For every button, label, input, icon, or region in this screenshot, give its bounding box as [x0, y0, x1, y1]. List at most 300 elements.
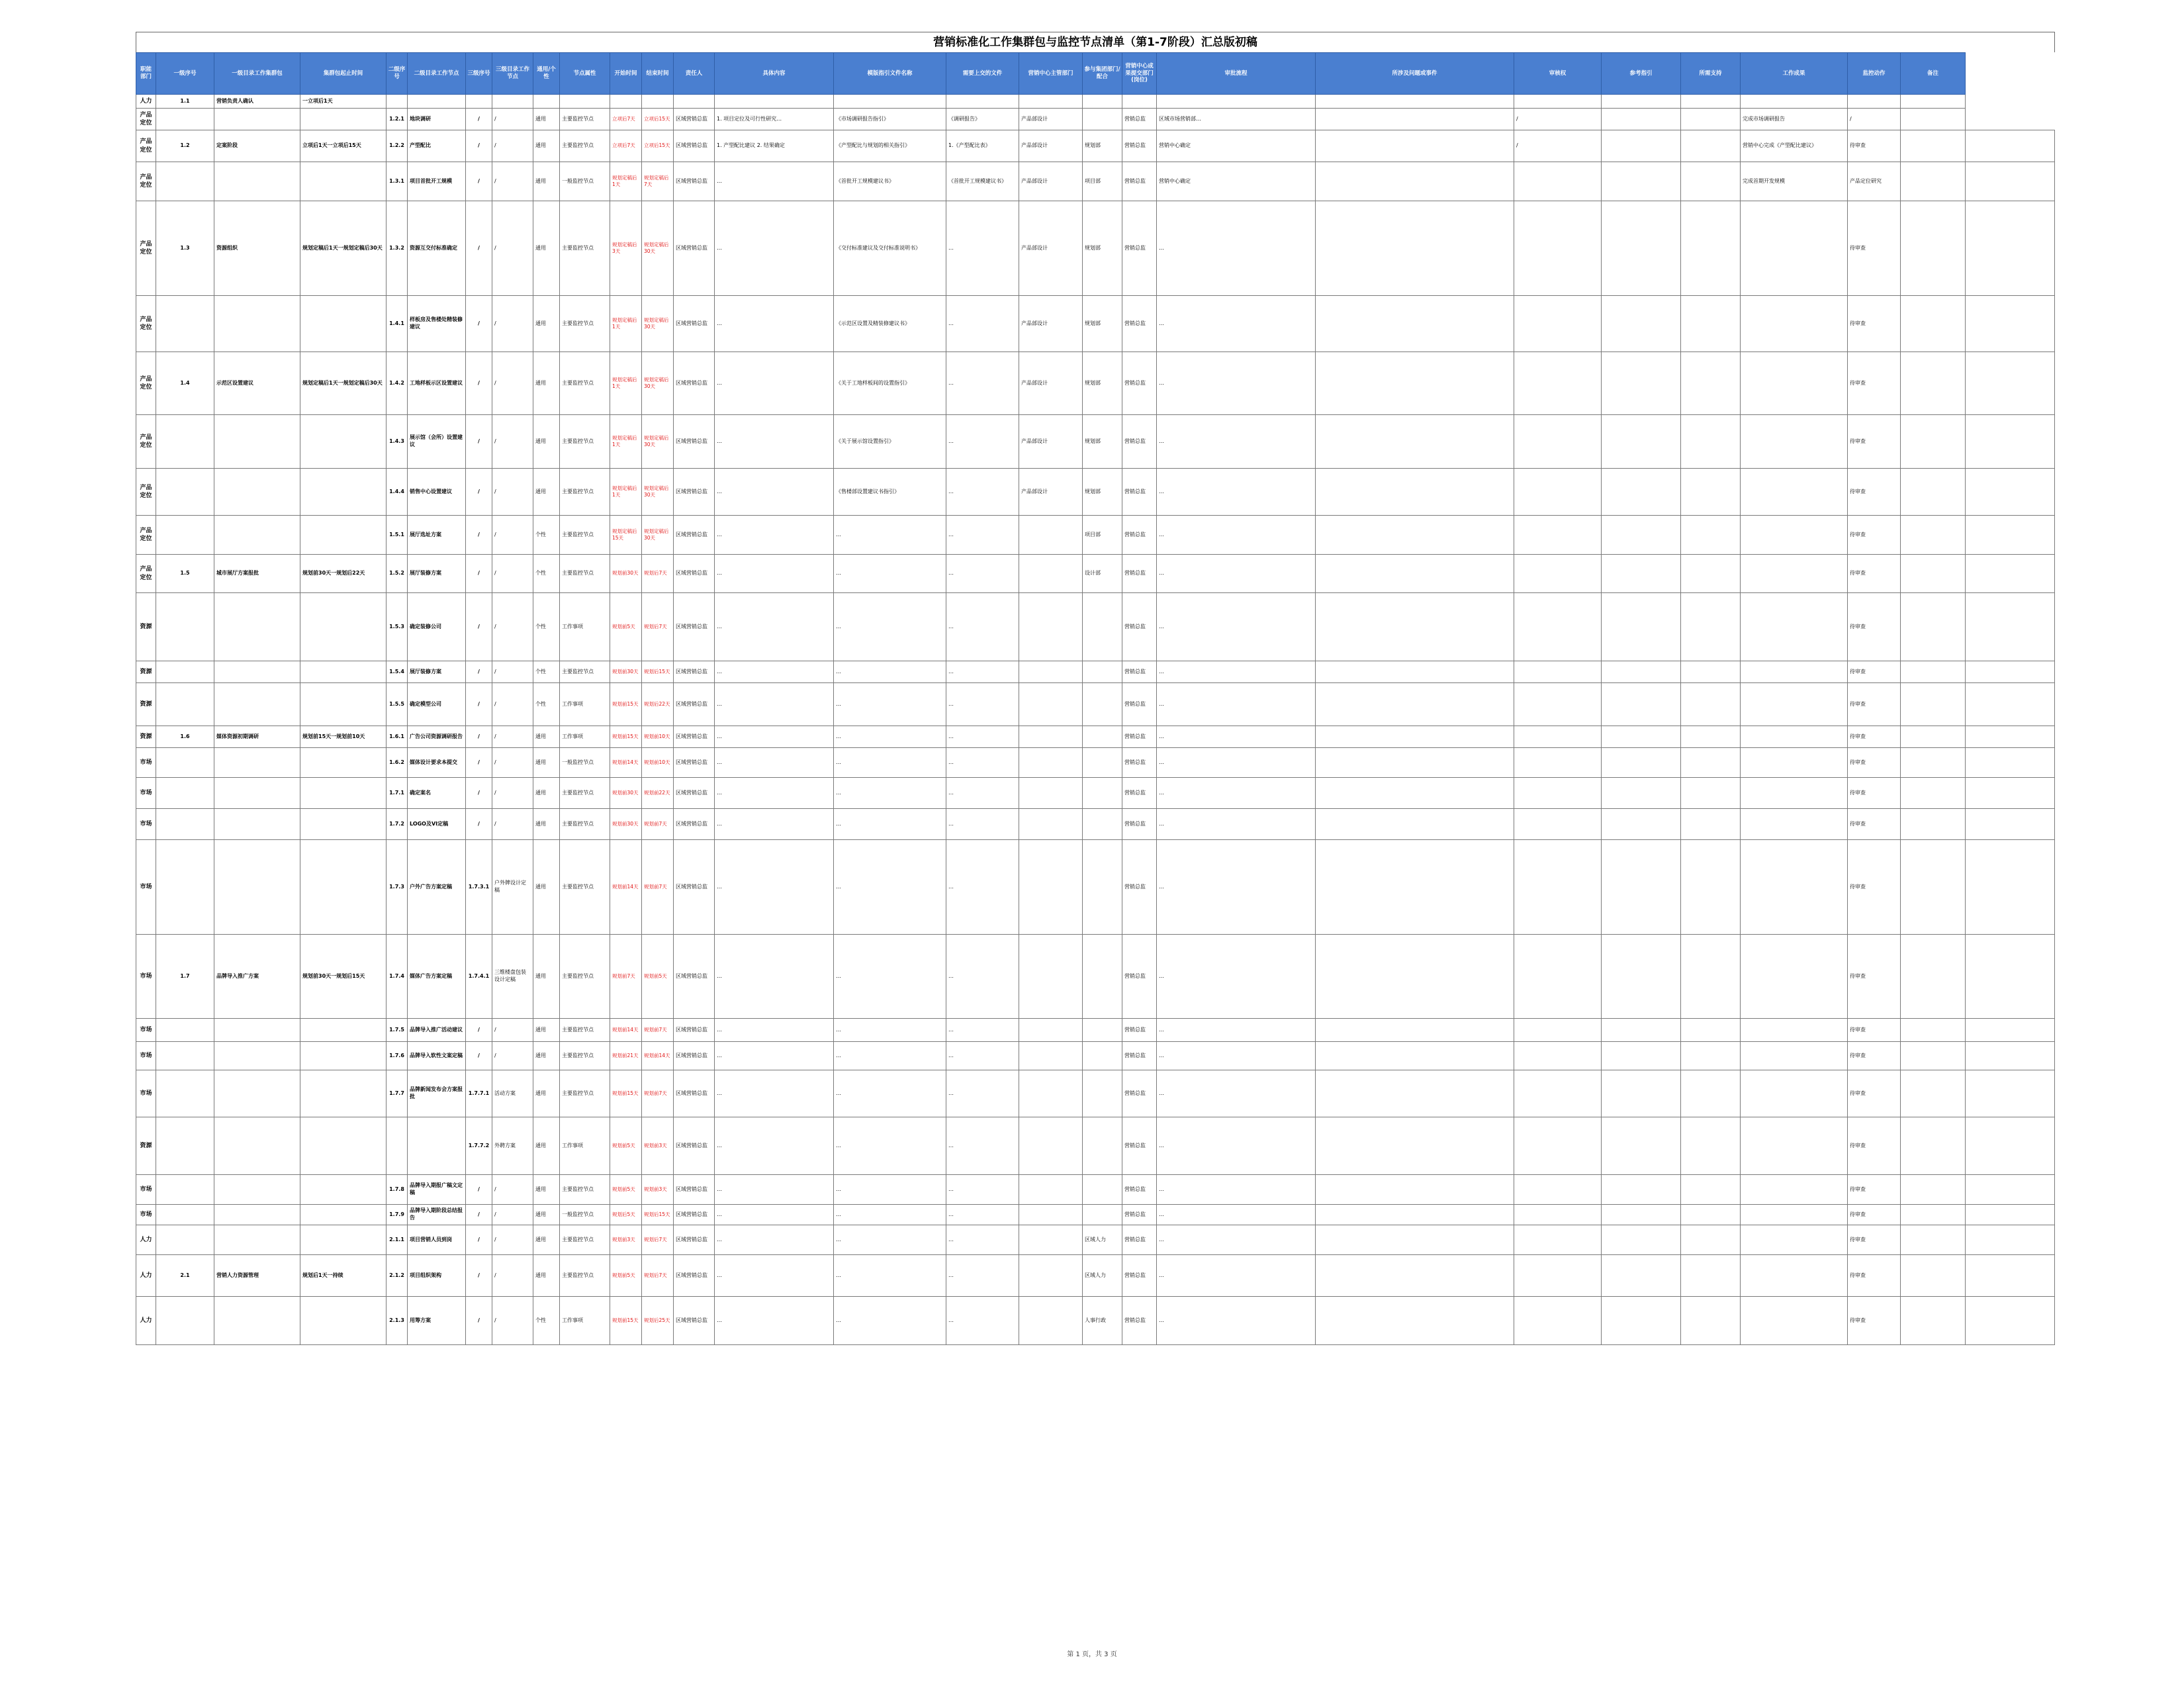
table-cell[interactable]: 待审查: [1848, 469, 1901, 516]
table-cell[interactable]: /: [466, 415, 492, 469]
table-cell[interactable]: [1741, 1205, 1848, 1225]
table-cell[interactable]: [1966, 1255, 2055, 1297]
table-cell[interactable]: /: [492, 1225, 533, 1255]
table-cell[interactable]: [1681, 1070, 1741, 1117]
table-cell[interactable]: 主要监控节点: [560, 809, 610, 840]
table-cell[interactable]: [1741, 1297, 1848, 1345]
table-cell[interactable]: [1083, 809, 1122, 840]
table-cell[interactable]: [1316, 593, 1514, 661]
table-cell[interactable]: /: [492, 1297, 533, 1345]
table-cell[interactable]: …: [715, 935, 834, 1019]
table-cell[interactable]: 户外牌设计定稿: [492, 840, 533, 935]
table-cell[interactable]: 1. 项目定位及可行性研究…: [715, 109, 834, 130]
table-cell[interactable]: 规划部: [1083, 469, 1122, 516]
table-cell[interactable]: 营销总监: [1122, 809, 1157, 840]
table-cell[interactable]: [1019, 1255, 1083, 1297]
table-cell[interactable]: [1741, 296, 1848, 352]
table-cell[interactable]: 产品定位: [136, 415, 156, 469]
table-cell[interactable]: 待审查: [1848, 1117, 1901, 1175]
table-cell[interactable]: 营销总监: [1122, 683, 1157, 726]
table-cell[interactable]: [1019, 1042, 1083, 1070]
table-cell[interactable]: 立项后7天: [610, 109, 642, 130]
table-cell[interactable]: 区域营销总监: [674, 296, 715, 352]
table-cell[interactable]: 通用: [533, 840, 560, 935]
table-cell[interactable]: [1848, 95, 1901, 109]
table-cell[interactable]: 营销总监: [1122, 1019, 1157, 1042]
table-cell[interactable]: 通用: [533, 201, 560, 296]
table-cell[interactable]: 1.7.1: [387, 778, 408, 809]
table-cell[interactable]: [1083, 726, 1122, 748]
table-cell[interactable]: [1316, 1117, 1514, 1175]
table-cell[interactable]: 2.1.1: [387, 1225, 408, 1255]
table-cell[interactable]: [1514, 516, 1602, 555]
table-cell[interactable]: …: [715, 162, 834, 201]
table-cell[interactable]: 待审查: [1848, 661, 1901, 683]
table-cell[interactable]: [1514, 1255, 1602, 1297]
table-cell[interactable]: 营销总监: [1122, 130, 1157, 162]
table-cell[interactable]: …: [1157, 415, 1316, 469]
table-cell[interactable]: 规划定稿后30天: [642, 296, 674, 352]
table-cell[interactable]: 区域营销总监: [674, 1175, 715, 1205]
table-cell[interactable]: [214, 415, 300, 469]
table-cell[interactable]: …: [715, 778, 834, 809]
table-cell[interactable]: [214, 661, 300, 683]
table-cell[interactable]: [214, 593, 300, 661]
table-cell[interactable]: 1.4.1: [387, 296, 408, 352]
table-cell[interactable]: 待审查: [1848, 809, 1901, 840]
table-cell[interactable]: 产品部设计: [1019, 162, 1083, 201]
table-cell[interactable]: [1681, 748, 1741, 778]
table-cell[interactable]: 品牌导入期阶段总结报告: [408, 1205, 466, 1225]
table-cell[interactable]: 营销总监: [1122, 555, 1157, 593]
table-cell[interactable]: 营销总监: [1122, 201, 1157, 296]
table-cell[interactable]: 《首批开工规模建议书》: [946, 162, 1019, 201]
table-cell[interactable]: [1083, 1205, 1122, 1225]
table-cell[interactable]: 1.7.9: [387, 1205, 408, 1225]
table-cell[interactable]: [1514, 809, 1602, 840]
table-cell[interactable]: …: [834, 1175, 946, 1205]
table-cell[interactable]: 产型配比: [408, 130, 466, 162]
table-cell[interactable]: 《市场调研报告指引》: [834, 109, 946, 130]
table-cell[interactable]: 1.4.3: [387, 415, 408, 469]
table-cell[interactable]: 规划定稿后30天: [642, 415, 674, 469]
table-cell[interactable]: 市场: [136, 1205, 156, 1225]
table-cell[interactable]: 待审查: [1848, 415, 1901, 469]
table-cell[interactable]: [1514, 840, 1602, 935]
table-cell[interactable]: 待审查: [1848, 1042, 1901, 1070]
table-cell[interactable]: [1741, 778, 1848, 809]
table-cell[interactable]: 1.7.4.1: [466, 935, 492, 1019]
table-cell[interactable]: [1514, 1297, 1602, 1345]
table-cell[interactable]: [1316, 1255, 1514, 1297]
table-cell[interactable]: 资源: [136, 683, 156, 726]
table-cell[interactable]: 区域营销总监: [674, 1225, 715, 1255]
table-cell[interactable]: 区域营销总监: [674, 555, 715, 593]
table-cell[interactable]: 营销总监: [1122, 661, 1157, 683]
table-cell[interactable]: [300, 748, 387, 778]
table-cell[interactable]: [1681, 1175, 1741, 1205]
table-cell[interactable]: [1966, 1297, 2055, 1345]
table-cell[interactable]: [1602, 1042, 1681, 1070]
table-cell[interactable]: /: [466, 1255, 492, 1297]
table-cell[interactable]: /: [466, 1297, 492, 1345]
table-cell[interactable]: 待审查: [1848, 1019, 1901, 1042]
table-cell[interactable]: [214, 1117, 300, 1175]
table-cell[interactable]: [300, 109, 387, 130]
table-cell[interactable]: 营销总监: [1122, 162, 1157, 201]
table-cell[interactable]: [300, 1117, 387, 1175]
table-cell[interactable]: 规划前22天: [642, 778, 674, 809]
table-cell[interactable]: [1741, 555, 1848, 593]
table-cell[interactable]: 待审查: [1848, 683, 1901, 726]
table-cell[interactable]: [1514, 555, 1602, 593]
table-cell[interactable]: 待审查: [1848, 1255, 1901, 1297]
table-cell[interactable]: [715, 95, 834, 109]
table-cell[interactable]: /: [466, 130, 492, 162]
table-cell[interactable]: [214, 1175, 300, 1205]
table-cell[interactable]: 营销总监: [1122, 1070, 1157, 1117]
table-cell[interactable]: 通用: [533, 1205, 560, 1225]
table-cell[interactable]: [1083, 778, 1122, 809]
table-cell[interactable]: 营销总监: [1122, 1297, 1157, 1345]
table-cell[interactable]: 产品定位: [136, 201, 156, 296]
table-cell[interactable]: …: [715, 593, 834, 661]
table-cell[interactable]: /: [466, 1019, 492, 1042]
table-cell[interactable]: [1681, 130, 1741, 162]
table-cell[interactable]: 立项后15天: [642, 109, 674, 130]
table-cell[interactable]: 个性: [533, 683, 560, 726]
table-cell[interactable]: [1966, 516, 2055, 555]
table-cell[interactable]: [1316, 935, 1514, 1019]
table-cell[interactable]: 营销总监: [1122, 1117, 1157, 1175]
table-cell[interactable]: [1966, 809, 2055, 840]
table-cell[interactable]: [1602, 840, 1681, 935]
table-cell[interactable]: 规划前7天: [642, 1070, 674, 1117]
table-cell[interactable]: [1741, 593, 1848, 661]
table-cell[interactable]: 待审查: [1848, 726, 1901, 748]
table-cell[interactable]: [1966, 469, 2055, 516]
table-cell[interactable]: …: [715, 1255, 834, 1297]
table-cell[interactable]: [1602, 809, 1681, 840]
table-cell[interactable]: 项目部: [1083, 516, 1122, 555]
table-cell[interactable]: …: [946, 748, 1019, 778]
table-cell[interactable]: 区域营销总监: [674, 661, 715, 683]
table-cell[interactable]: 待审查: [1848, 516, 1901, 555]
table-cell[interactable]: [408, 95, 466, 109]
table-cell[interactable]: /: [466, 1205, 492, 1225]
table-cell[interactable]: [1681, 95, 1741, 109]
table-cell[interactable]: …: [834, 840, 946, 935]
table-cell[interactable]: 市场: [136, 1070, 156, 1117]
table-cell[interactable]: 待审查: [1848, 935, 1901, 1019]
table-cell[interactable]: 区域营销总监: [674, 778, 715, 809]
table-cell[interactable]: [1602, 1070, 1681, 1117]
table-cell[interactable]: [1901, 1070, 1966, 1117]
table-cell[interactable]: /: [492, 683, 533, 726]
table-cell[interactable]: 《调研报告》: [946, 109, 1019, 130]
table-cell[interactable]: 2.1.2: [387, 1255, 408, 1297]
table-cell[interactable]: …: [834, 809, 946, 840]
table-cell[interactable]: 规划前5天: [610, 1117, 642, 1175]
table-cell[interactable]: [1901, 555, 1966, 593]
table-cell[interactable]: 1.《产型配比表》: [946, 130, 1019, 162]
table-cell[interactable]: 工地样板示区设置建议: [408, 352, 466, 415]
table-cell[interactable]: /: [466, 593, 492, 661]
table-cell[interactable]: [1741, 840, 1848, 935]
table-cell[interactable]: [156, 1019, 214, 1042]
table-cell[interactable]: 区域营销总监: [674, 593, 715, 661]
table-cell[interactable]: [1966, 1070, 2055, 1117]
table-cell[interactable]: …: [946, 778, 1019, 809]
table-cell[interactable]: [1514, 661, 1602, 683]
table-cell[interactable]: [1602, 778, 1681, 809]
table-cell[interactable]: [1681, 1297, 1741, 1345]
table-cell[interactable]: …: [715, 1070, 834, 1117]
table-cell[interactable]: 规划前30天: [610, 555, 642, 593]
table-cell[interactable]: 主要监控节点: [560, 415, 610, 469]
table-cell[interactable]: [1316, 809, 1514, 840]
table-cell[interactable]: [1019, 1297, 1083, 1345]
table-cell[interactable]: [1602, 748, 1681, 778]
table-cell[interactable]: …: [946, 935, 1019, 1019]
table-cell[interactable]: 品牌导入推广活动建议: [408, 1019, 466, 1042]
table-cell[interactable]: /: [492, 1255, 533, 1297]
table-cell[interactable]: 品牌新闻发布会方案报批: [408, 1070, 466, 1117]
table-cell[interactable]: [1966, 661, 2055, 683]
table-cell[interactable]: …: [834, 726, 946, 748]
table-cell[interactable]: [1602, 1225, 1681, 1255]
table-cell[interactable]: [1901, 1255, 1966, 1297]
table-cell[interactable]: [1901, 109, 1966, 130]
table-cell[interactable]: [214, 809, 300, 840]
table-cell[interactable]: 规划部: [1083, 296, 1122, 352]
table-cell[interactable]: 规划后7天: [642, 1255, 674, 1297]
table-cell[interactable]: 规划前5天: [610, 1175, 642, 1205]
table-cell[interactable]: 规划定稿后30天: [642, 516, 674, 555]
table-cell[interactable]: 产品定位: [136, 352, 156, 415]
table-cell[interactable]: 规划定稿后1天一规划定稿后30天: [300, 201, 387, 296]
table-cell[interactable]: [156, 109, 214, 130]
table-cell[interactable]: …: [946, 555, 1019, 593]
table-cell[interactable]: 区域营销总监: [674, 1297, 715, 1345]
table-cell[interactable]: 规划定稿后30天: [642, 352, 674, 415]
table-cell[interactable]: [492, 95, 533, 109]
table-cell[interactable]: [1316, 109, 1514, 130]
table-cell[interactable]: [1901, 778, 1966, 809]
table-cell[interactable]: …: [1157, 1019, 1316, 1042]
table-cell[interactable]: …: [1157, 935, 1316, 1019]
table-cell[interactable]: 《首批开工规模建议书》: [834, 162, 946, 201]
table-cell[interactable]: [1019, 1205, 1083, 1225]
table-cell[interactable]: [1901, 1297, 1966, 1345]
table-cell[interactable]: [1514, 415, 1602, 469]
table-cell[interactable]: [1901, 1175, 1966, 1205]
table-cell[interactable]: 工作事项: [560, 1117, 610, 1175]
table-cell[interactable]: 通用: [533, 1175, 560, 1205]
table-cell[interactable]: [214, 516, 300, 555]
table-cell[interactable]: 样板房及售楼处精装修建议: [408, 296, 466, 352]
table-cell[interactable]: …: [834, 748, 946, 778]
table-cell[interactable]: …: [715, 683, 834, 726]
table-cell[interactable]: 1.4.4: [387, 469, 408, 516]
table-cell[interactable]: [156, 593, 214, 661]
table-cell[interactable]: 区域营销总监: [674, 352, 715, 415]
table-cell[interactable]: 主要监控节点: [560, 130, 610, 162]
table-cell[interactable]: [1901, 162, 1966, 201]
table-cell[interactable]: …: [834, 1297, 946, 1345]
table-cell[interactable]: [1019, 593, 1083, 661]
table-cell[interactable]: [156, 1070, 214, 1117]
table-cell[interactable]: /: [466, 516, 492, 555]
table-cell[interactable]: …: [946, 1117, 1019, 1175]
table-cell[interactable]: [156, 1175, 214, 1205]
table-cell[interactable]: [560, 95, 610, 109]
table-cell[interactable]: [1681, 352, 1741, 415]
table-cell[interactable]: …: [946, 683, 1019, 726]
table-cell[interactable]: 1.7: [156, 935, 214, 1019]
table-cell[interactable]: 1.5.3: [387, 593, 408, 661]
table-cell[interactable]: 规划前30天: [610, 778, 642, 809]
table-cell[interactable]: 区域营销总监: [674, 109, 715, 130]
table-cell[interactable]: …: [946, 661, 1019, 683]
table-cell[interactable]: 展厅装修方案: [408, 661, 466, 683]
table-cell[interactable]: 品牌导入推广方案: [214, 935, 300, 1019]
table-cell[interactable]: …: [715, 296, 834, 352]
table-cell[interactable]: [1966, 1019, 2055, 1042]
table-cell[interactable]: [1966, 593, 2055, 661]
table-cell[interactable]: …: [715, 1117, 834, 1175]
table-cell[interactable]: 营销总监: [1122, 352, 1157, 415]
table-cell[interactable]: 通用: [533, 935, 560, 1019]
table-cell[interactable]: 广告公司资源调研报告: [408, 726, 466, 748]
table-cell[interactable]: /: [492, 726, 533, 748]
table-cell[interactable]: [1602, 726, 1681, 748]
table-cell[interactable]: 规划定稿后30天: [642, 201, 674, 296]
table-cell[interactable]: /: [492, 1205, 533, 1225]
table-cell[interactable]: [156, 1205, 214, 1225]
table-cell[interactable]: 1.5.4: [387, 661, 408, 683]
table-cell[interactable]: …: [715, 415, 834, 469]
table-cell[interactable]: 规划前15天: [610, 726, 642, 748]
table-cell[interactable]: 1.7.7.2: [466, 1117, 492, 1175]
table-cell[interactable]: [1681, 1117, 1741, 1175]
table-cell[interactable]: …: [1157, 201, 1316, 296]
table-cell[interactable]: [1901, 1117, 1966, 1175]
table-cell[interactable]: [1316, 778, 1514, 809]
table-cell[interactable]: 营销总监: [1122, 415, 1157, 469]
table-cell[interactable]: 展厅装修方案: [408, 555, 466, 593]
table-cell[interactable]: 待审查: [1848, 1070, 1901, 1117]
table-cell[interactable]: [156, 296, 214, 352]
table-cell[interactable]: 立项后15天: [642, 130, 674, 162]
table-cell[interactable]: …: [834, 1019, 946, 1042]
table-cell[interactable]: 规划前3天: [642, 1117, 674, 1175]
table-cell[interactable]: [1681, 935, 1741, 1019]
table-cell[interactable]: [1741, 1175, 1848, 1205]
table-cell[interactable]: 1.6.1: [387, 726, 408, 748]
table-cell[interactable]: 一般监控节点: [560, 1205, 610, 1225]
table-cell[interactable]: 营销负责人确认: [214, 95, 300, 109]
table-cell[interactable]: …: [715, 352, 834, 415]
table-cell[interactable]: [1316, 683, 1514, 726]
table-cell[interactable]: [300, 1175, 387, 1205]
table-cell[interactable]: [1901, 296, 1966, 352]
table-cell[interactable]: 规划后15天: [642, 661, 674, 683]
table-cell[interactable]: 规划后25天: [642, 1297, 674, 1345]
table-cell[interactable]: 1.4: [156, 352, 214, 415]
table-cell[interactable]: [300, 415, 387, 469]
table-cell[interactable]: [300, 683, 387, 726]
table-cell[interactable]: [1741, 201, 1848, 296]
table-cell[interactable]: /: [466, 555, 492, 593]
table-cell[interactable]: 展厅选址方案: [408, 516, 466, 555]
table-cell[interactable]: 1.1: [156, 95, 214, 109]
table-cell[interactable]: …: [715, 726, 834, 748]
table-cell[interactable]: 区域人力: [1083, 1225, 1122, 1255]
table-cell[interactable]: [1901, 840, 1966, 935]
table-cell[interactable]: [1602, 1175, 1681, 1205]
table-cell[interactable]: 《售楼部设置建议书指引》: [834, 469, 946, 516]
table-cell[interactable]: [1681, 516, 1741, 555]
table-cell[interactable]: 产品定位: [136, 555, 156, 593]
table-cell[interactable]: 规划前14天: [642, 1042, 674, 1070]
table-cell[interactable]: [156, 778, 214, 809]
table-cell[interactable]: /: [492, 201, 533, 296]
table-cell[interactable]: …: [715, 748, 834, 778]
table-cell[interactable]: [1602, 130, 1681, 162]
table-cell[interactable]: 规划前10天: [642, 726, 674, 748]
table-cell[interactable]: 规划后15天: [642, 1205, 674, 1225]
table-cell[interactable]: 1.7.4: [387, 935, 408, 1019]
table-cell[interactable]: 《关于工地样板间的设置指引》: [834, 352, 946, 415]
table-cell[interactable]: 规划部: [1083, 415, 1122, 469]
table-cell[interactable]: [1514, 352, 1602, 415]
table-cell[interactable]: 工作事项: [560, 726, 610, 748]
table-cell[interactable]: /: [466, 1042, 492, 1070]
table-cell[interactable]: 营销总监: [1122, 726, 1157, 748]
table-cell[interactable]: 市场: [136, 748, 156, 778]
table-cell[interactable]: …: [715, 840, 834, 935]
table-cell[interactable]: [300, 1019, 387, 1042]
table-cell[interactable]: 市场: [136, 1042, 156, 1070]
table-cell[interactable]: [1122, 95, 1157, 109]
table-cell[interactable]: /: [466, 683, 492, 726]
table-cell[interactable]: 营销总监: [1122, 593, 1157, 661]
table-cell[interactable]: …: [834, 1205, 946, 1225]
table-cell[interactable]: [1157, 95, 1316, 109]
table-cell[interactable]: 1.5: [156, 555, 214, 593]
table-cell[interactable]: [1019, 661, 1083, 683]
table-cell[interactable]: 待审查: [1848, 748, 1901, 778]
table-cell[interactable]: 区域营销总监: [674, 201, 715, 296]
table-cell[interactable]: …: [1157, 352, 1316, 415]
table-cell[interactable]: [156, 748, 214, 778]
table-cell[interactable]: [156, 809, 214, 840]
table-cell[interactable]: [214, 109, 300, 130]
table-cell[interactable]: [1316, 840, 1514, 935]
table-cell[interactable]: …: [715, 1225, 834, 1255]
table-cell[interactable]: [1901, 95, 1966, 109]
table-cell[interactable]: [1741, 748, 1848, 778]
table-cell[interactable]: [1083, 935, 1122, 1019]
table-cell[interactable]: /: [492, 469, 533, 516]
table-cell[interactable]: 待审查: [1848, 352, 1901, 415]
table-cell[interactable]: 待审查: [1848, 555, 1901, 593]
table-cell[interactable]: 人力: [136, 1255, 156, 1297]
table-cell[interactable]: /: [466, 726, 492, 748]
table-cell[interactable]: [156, 469, 214, 516]
table-cell[interactable]: 2.1.3: [387, 1297, 408, 1345]
